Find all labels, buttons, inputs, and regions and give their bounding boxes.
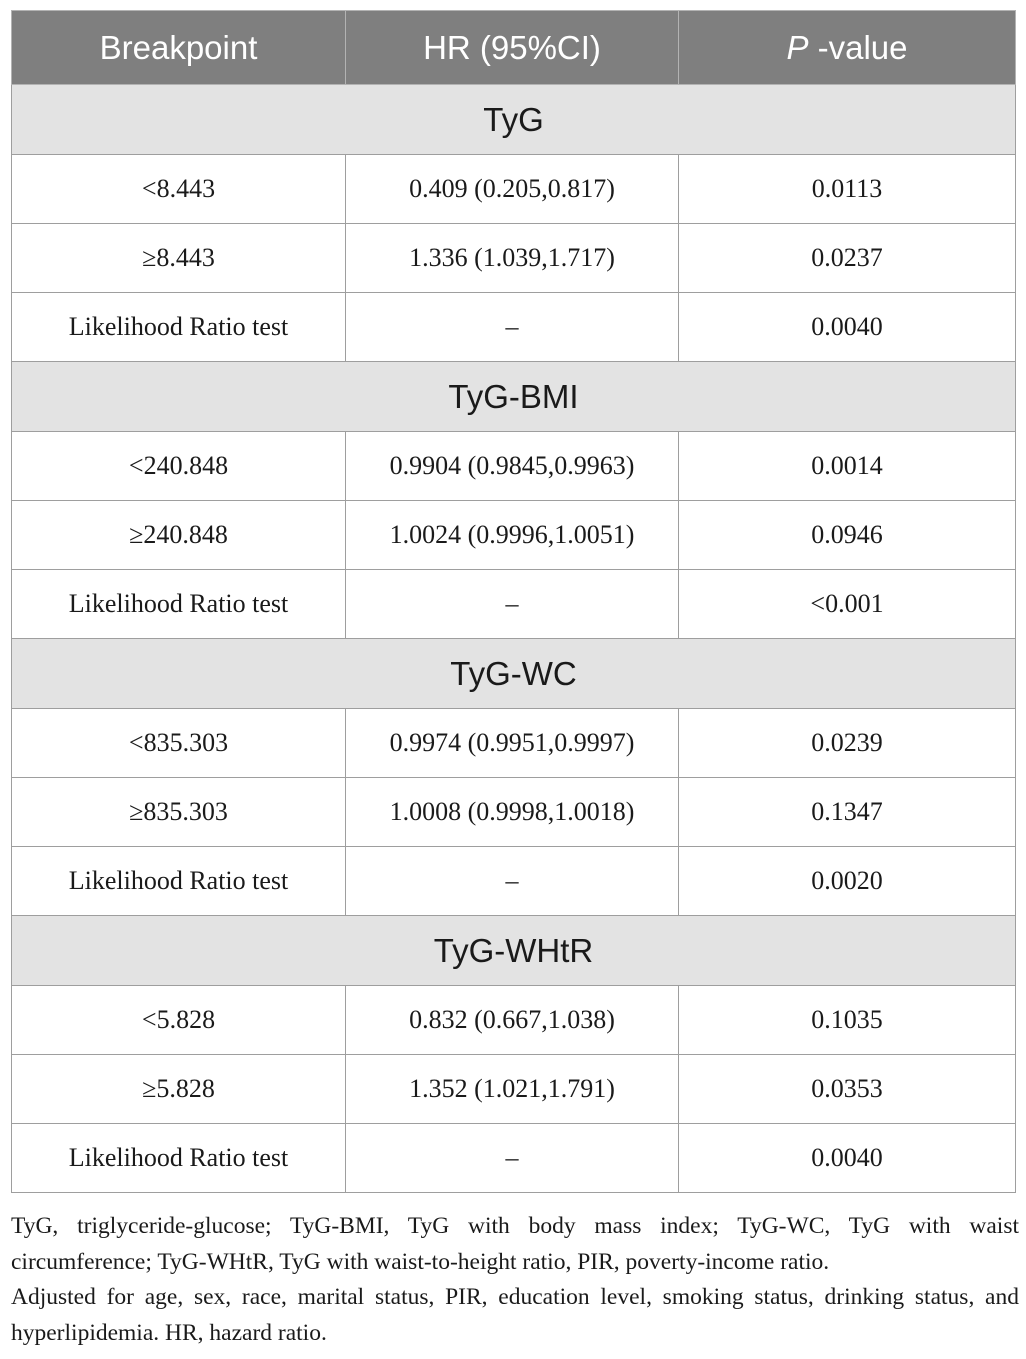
table-row	[12, 1055, 1016, 1124]
group-row-tyg	[12, 85, 1016, 155]
table-row	[12, 1124, 1016, 1193]
group-title: TyG-WHtR	[12, 916, 1016, 986]
table-header-row	[12, 11, 1016, 85]
table-row	[12, 986, 1016, 1055]
group-title: TyG-WC	[12, 639, 1016, 709]
table-row	[12, 432, 1016, 501]
footnote-adjustment: Adjusted for age, sex, race, marital status, PIR, education level, smoking status, drinking status, and hyperlipidemia. HR, hazard ratio.	[11, 1284, 1019, 1346]
footnote-abbreviations: TyG, triglyceride-glucose; TyG-BMI, TyG with body mass index; TyG-WC, TyG with waist circumference; TyG-WHtR, TyG with waist-to-height ratio, PIR, poverty-income ratio.	[11, 1213, 1019, 1275]
header-p-rest: -value	[808, 28, 908, 66]
breakpoint-cell: <8.443	[12, 155, 346, 224]
group-row-tyg-wc	[12, 639, 1016, 709]
table-row	[12, 155, 1016, 224]
group-title: TyG	[12, 85, 1016, 155]
table-row	[12, 847, 1016, 916]
p-value-cell: 0.0113	[679, 155, 1016, 224]
hr-cell: 0.9904 (0.9845,0.9963)	[346, 432, 679, 501]
breakpoint-cell: Likelihood Ratio test	[12, 293, 346, 362]
breakpoint-cell: Likelihood Ratio test	[12, 847, 346, 916]
p-value-cell: 0.0237	[679, 224, 1016, 293]
hr-cell: 1.0024 (0.9996,1.0051)	[346, 501, 679, 570]
breakpoint-cell: <5.828	[12, 986, 346, 1055]
breakpoint-cell: <240.848	[12, 432, 346, 501]
hr-cell: 0.832 (0.667,1.038)	[346, 986, 679, 1055]
hr-cell: –	[346, 293, 679, 362]
hr-cell: 1.0008 (0.9998,1.0018)	[346, 778, 679, 847]
group-title: TyG-BMI	[12, 362, 1016, 432]
table-row	[12, 501, 1016, 570]
breakpoint-cell: Likelihood Ratio test	[12, 1124, 346, 1193]
p-value-cell: 0.1035	[679, 986, 1016, 1055]
p-value-cell: 0.0946	[679, 501, 1016, 570]
p-value-cell: 0.0239	[679, 709, 1016, 778]
header-p-italic: P	[786, 28, 809, 66]
group-row-tyg-bmi	[12, 362, 1016, 432]
hr-cell: –	[346, 847, 679, 916]
table-row	[12, 224, 1016, 293]
header-hr: HR (95%CI)	[346, 11, 679, 85]
table-row	[12, 709, 1016, 778]
p-value-cell: <0.001	[679, 570, 1016, 639]
hr-cell: 0.9974 (0.9951,0.9997)	[346, 709, 679, 778]
p-value-cell: 0.0353	[679, 1055, 1016, 1124]
group-row-tyg-whtr	[12, 916, 1016, 986]
breakpoint-cell: ≥835.303	[12, 778, 346, 847]
breakpoint-cell: <835.303	[12, 709, 346, 778]
table-footnote	[11, 1209, 1019, 1351]
breakpoint-cell: ≥5.828	[12, 1055, 346, 1124]
hr-cell: –	[346, 570, 679, 639]
table-row	[12, 293, 1016, 362]
hr-cell: 1.336 (1.039,1.717)	[346, 224, 679, 293]
header-breakpoint: Breakpoint	[12, 11, 346, 85]
breakpoint-cell: ≥240.848	[12, 501, 346, 570]
hr-cell: 0.409 (0.205,0.817)	[346, 155, 679, 224]
hr-cell: –	[346, 1124, 679, 1193]
breakpoint-cell: Likelihood Ratio test	[12, 570, 346, 639]
breakpoint-cell: ≥8.443	[12, 224, 346, 293]
p-value-cell: 0.0020	[679, 847, 1016, 916]
table-row	[12, 570, 1016, 639]
header-p-value	[679, 11, 1016, 85]
p-value-cell: 0.0014	[679, 432, 1016, 501]
p-value-cell: 0.1347	[679, 778, 1016, 847]
table-row	[12, 778, 1016, 847]
p-value-cell: 0.0040	[679, 293, 1016, 362]
hr-cell: 1.352 (1.021,1.791)	[346, 1055, 679, 1124]
breakpoint-hr-table	[11, 10, 1016, 1193]
results-table-container	[11, 10, 1015, 1193]
p-value-cell: 0.0040	[679, 1124, 1016, 1193]
